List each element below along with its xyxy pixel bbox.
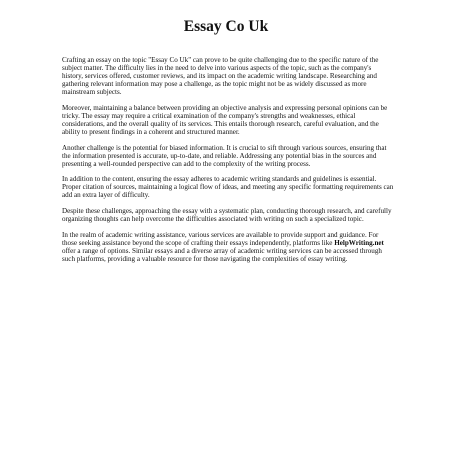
paragraph-3: Another challenge is the potential for biased information. It is crucial to sift through various sources, ensuring that the information presented is accurate, up-to-date, and reliable. Addressing any potential bias in the sources and presenting a well-rounded perspective can add to the complexity of the writing process. <box>62 143 387 168</box>
document-title: Essay Co Uk <box>183 18 269 35</box>
paragraph-6 <box>62 231 394 263</box>
paragraph-4: In addition to the content, ensuring the essay adheres to academic writing standards and guidelines is essential. Proper citation of sources, maintaining a logical flow of ideas, and meeting any specific formatting requirements can add an extra layer of difficulty. <box>62 175 394 200</box>
paragraph-5: Despite these challenges, approaching the essay with a systematic plan, conducting thorough research, and carefully organizing thoughts can help overcome the difficulties associated with writing on such a specialized topic. <box>62 206 392 224</box>
paragraph-6-outro: offer a range of options. Similar essays and a diverse array of academic writing services can be accessed through such platforms, providing a valuable resource for those navigating the complexities of essay writing. <box>62 246 382 263</box>
helpwriting-link[interactable]: HelpWriting.net <box>334 238 384 247</box>
paragraph-1: Crafting an essay on the topic "Essay Co Uk" can prove to be quite challenging due to the specific nature of the subject matter. The difficulty lies in the need to delve into various aspects of the topic, such as the company's history, services offered, customer reviews, and its impact on the academic writing landscape. Researching and gathering relevant information may pose a challenge, as the topic might not be as widely discussed as more mainstream subjects. <box>62 56 379 97</box>
paragraph-2: Moreover, maintaining a balance between providing an objective analysis and expressing personal opinions can be tricky. The essay may require a critical examination of the company's strengths and weaknesses, ethical considerations, and the overall quality of its services. This entails thorough research, careful evaluation, and the ability to present findings in a coherent and structured manner. <box>62 103 388 137</box>
paragraph-6-intro: In the realm of academic writing assistance, various services are available to provide support and guidance. For those seeking assistance beyond the scope of crafting their essays independently, platforms like <box>62 230 379 247</box>
document-body <box>62 56 394 270</box>
